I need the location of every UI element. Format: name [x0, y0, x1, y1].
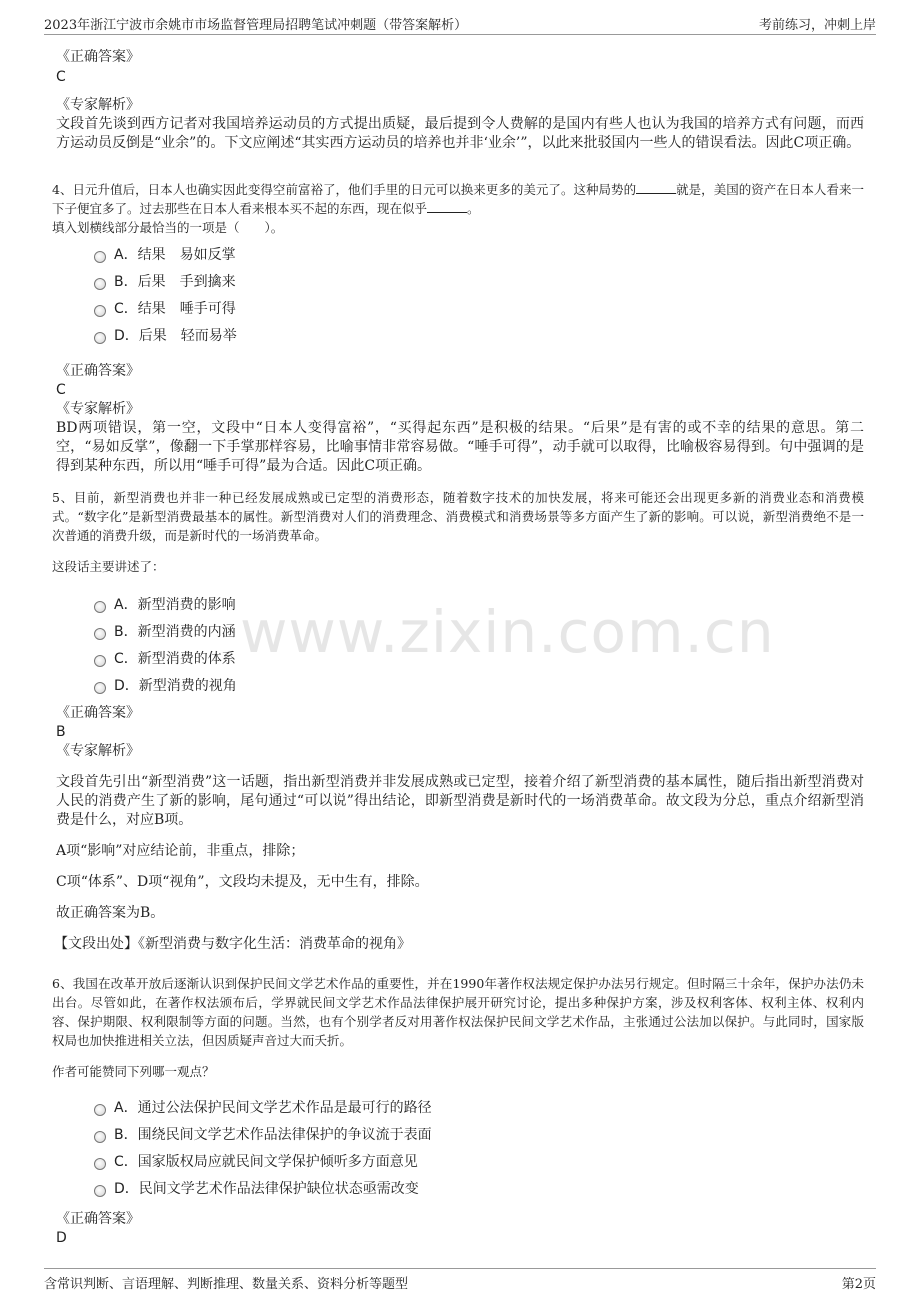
radio-button[interactable] — [94, 305, 106, 317]
radio-button[interactable] — [94, 628, 106, 640]
correct-answer-label: 《正确答案》 — [56, 49, 140, 65]
radio-button[interactable] — [94, 1131, 106, 1143]
page-number: 第2页 — [841, 1277, 876, 1292]
radio-button[interactable] — [94, 1185, 106, 1197]
q4-answer: C — [56, 382, 66, 398]
radio-button[interactable] — [94, 251, 106, 263]
footer-topics: 含常识判断、言语理解、判断推理、数量关系、资料分析等题型 — [44, 1277, 409, 1292]
radio-button[interactable] — [94, 655, 106, 667]
q3-analysis: 文段首先谈到西方记者对我国培养运动员的方式提出质疑，最后提到令人费解的是国内有些人也认为我国的培养方式有问题，而西方运动员反倒是“业余”的。下文应阐述“其实西方运动员的培养也并非‘业余’”，以此来批驳国内一些人的错误看法。因此C项正确。 — [56, 116, 864, 151]
document-title: 2023年浙江宁波市余姚市市场监督管理局招聘笔试冲刺题（带答案解析） — [44, 18, 468, 33]
q5-stem: 5、目前，新型消费也并非一种已经发展成熟或已定型的消费形态，随着数字技术的加快发展，将来可能还会出现更多新的消费业态和消费模式。“数字化”是新型消费最基本的属性。新型消费对人们的消费理念、消费模式和消费场景等多方面产生了新的影响。可以说，新型消费绝不是一次普通的消费升级，而是新时代的一场消费革命。 — [52, 490, 864, 543]
correct-answer-label: 《正确答案》 — [56, 705, 140, 721]
q5-option-d[interactable]: D．新型消费的视角 — [94, 673, 864, 700]
expert-analysis-label: 《专家解析》 — [56, 743, 140, 759]
watermark: www.zixin.com.cn — [240, 598, 775, 666]
q6-option-a[interactable]: A．通过公法保护民间文学艺术作品是最可行的路径 — [94, 1095, 864, 1122]
q5-answer: B — [56, 724, 66, 740]
q6-answer-block — [56, 1210, 864, 1248]
q4-blank-2 — [427, 200, 467, 213]
q5-prompt: 这段话主要讲述了： — [52, 559, 165, 574]
q6-prompt: 作者可能赞同下列哪一观点？ — [52, 1064, 215, 1079]
q5-analysis: 文段首先引出“新型消费”这一话题，指出新型消费并非发展成熟或已定型，接着介绍了新型消费的基本属性，随后指出新型消费对人民的消费产生了新的影响，尾句通过“可以说”得出结论，即新型消费是新时代的一场消费革命。故文段为分总，重点介绍新型消费是什么，对应B项。 — [56, 774, 864, 828]
q4-option-a[interactable]: A．结果 易如反掌 — [94, 242, 864, 269]
q5-block — [52, 488, 864, 700]
radio-button[interactable] — [94, 278, 106, 290]
header-slogan: 考前练习，冲刺上岸 — [758, 18, 876, 33]
q5-source: 【文段出处】《新型消费与数字化生活：消费革命的视角》 — [54, 936, 411, 952]
q4-answer-block — [56, 362, 864, 476]
q5-conclusion: 故正确答案为B。 — [56, 905, 165, 921]
radio-button[interactable] — [94, 1158, 106, 1170]
radio-button[interactable] — [94, 332, 106, 344]
q5-option-b[interactable]: B．新型消费的内涵 — [94, 619, 864, 646]
q4-stem: 4、日元升值后，日本人也确实因此变得空前富裕了，他们手里的日元可以换来更多的美元了。这种局势的 就是，美国的资产在日本人看来一下子便宜多了。过去那些在日本人看来根本买不起的东西，现在似乎 。 — [52, 182, 864, 216]
page-header — [44, 12, 876, 35]
expert-analysis-label: 《专家解析》 — [56, 97, 140, 113]
radio-button[interactable] — [94, 601, 106, 613]
q4-block — [52, 180, 864, 350]
radio-button[interactable] — [94, 682, 106, 694]
q6-options — [94, 1095, 864, 1203]
q5-option-c[interactable]: C．新型消费的体系 — [94, 646, 864, 673]
q5-answer-block — [56, 704, 864, 954]
q3-answer: C — [56, 69, 66, 85]
q4-options — [94, 242, 864, 350]
q4-blank-1 — [636, 181, 676, 194]
q4-option-d[interactable]: D．后果 轻而易举 — [94, 323, 864, 350]
q6-block — [52, 974, 864, 1203]
q4-prompt: 填入划横线部分最恰当的一项是（ ）。 — [52, 220, 284, 235]
q5-analysis-cd: C项“体系”、D项“视角”，文段均未提及，无中生有，排除。 — [56, 874, 429, 890]
correct-answer-label: 《正确答案》 — [56, 363, 140, 379]
correct-answer-label: 《正确答案》 — [56, 1211, 140, 1227]
expert-analysis-label: 《专家解析》 — [56, 401, 140, 417]
q5-analysis-a: A项“影响”对应结论前，非重点，排除； — [56, 843, 305, 859]
q5-options — [94, 592, 864, 700]
q6-stem: 6、我国在改革开放后逐渐认识到保护民间文学艺术作品的重要性，并在1990年著作权法规定保护办法另行规定。但时隔三十余年，保护办法仍未出台。尽管如此，在著作权法颁布后，学界就民间文学艺术作品法律保护展开研究讨论，提出多种保护方案，涉及权利客体、权利主体、权利内容、保护期限、权利限制等方面的问题。当然，也有个别学者反对用著作权法保护民间文学艺术作品，主张通过公法加以保护。与此同时，国家版权局也加快推进相关立法，但因质疑声音过大而夭折。 — [52, 976, 864, 1048]
q6-option-c[interactable]: C．国家版权局应就民间文学保护倾听多方面意见 — [94, 1149, 864, 1176]
q4-option-b[interactable]: B．后果 手到擒来 — [94, 269, 864, 296]
q6-answer: D — [56, 1230, 67, 1246]
q4-option-c[interactable]: C．结果 唾手可得 — [94, 296, 864, 323]
q6-option-b[interactable]: B．围绕民间文学艺术作品法律保护的争议流于表面 — [94, 1122, 864, 1149]
radio-button[interactable] — [94, 1104, 106, 1116]
q4-analysis: BD两项错误，第一空，文段中“日本人变得富裕”，“买得起东西”是积极的结果。“后果”是有害的或不幸的结果的意思。第二空，“易如反掌”，像翻一下手掌那样容易，比喻事情非常容易做。“唾手可得”，动手就可以取得，比喻极容易得到。句中强调的是得到某种东西，所以用“唾手可得”最为合适。因此C项正确。 — [56, 420, 864, 474]
q5-option-a[interactable]: A．新型消费的影响 — [94, 592, 864, 619]
q6-option-d[interactable]: D．民间文学艺术作品法律保护缺位状态亟需改变 — [94, 1176, 864, 1203]
q3-answer-block — [56, 48, 864, 153]
page-footer — [44, 1268, 876, 1291]
